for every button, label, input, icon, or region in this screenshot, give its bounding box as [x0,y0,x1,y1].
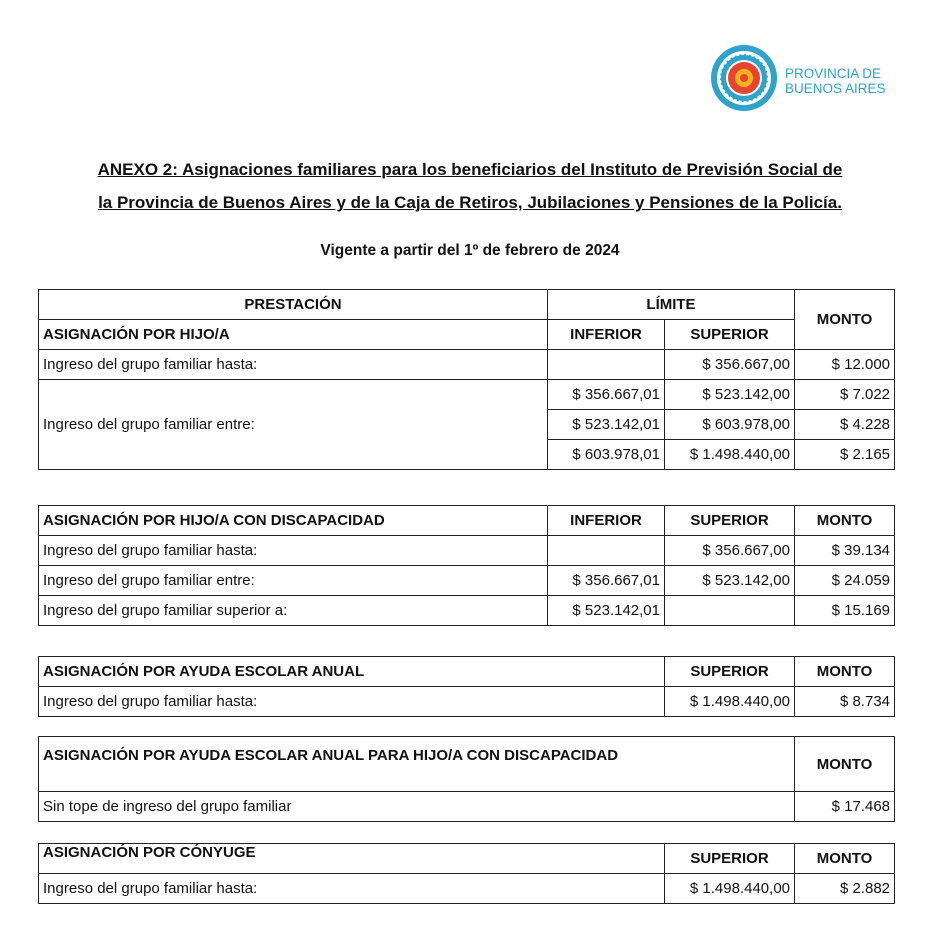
row-label: Ingreso del grupo familiar hasta: [39,874,665,904]
table-conyuge [38,843,895,904]
inferior-cell: $ 523.142,01 [548,410,665,440]
header-limite: LÍMITE [548,290,795,320]
header-superior: SUPERIOR [665,844,795,874]
section-title: ASIGNACIÓN POR HIJO/A [39,320,548,350]
sun-emblem-icon [710,40,780,116]
superior-cell: $ 603.978,00 [665,410,795,440]
header-monto: MONTO [795,657,895,687]
table-row [39,566,895,596]
superior-cell: $ 356.667,00 [665,350,795,380]
document-title-line-2: la Provincia de Buenos Aires y de la Caja de Retiros, Jubilaciones y Pensiones de la Policía. [98,193,842,212]
row-label: Ingreso del grupo familiar hasta: [39,536,548,566]
inferior-cell: $ 603.978,01 [548,440,665,470]
logo-line-1: PROVINCIA DE [785,66,882,81]
monto-cell: $ 24.059 [795,566,895,596]
inferior-cell [548,350,665,380]
row-label: Ingreso del grupo familiar entre: [39,380,548,470]
table-row [39,874,895,904]
logo-line-2: BUENOS AIRES [785,81,886,96]
monto-cell: $ 4.228 [795,410,895,440]
header-prestacion: PRESTACIÓN [39,290,548,320]
superior-cell [665,596,795,626]
inferior-cell [548,536,665,566]
document-title-line-1: ANEXO 2: Asignaciones familiares para los beneficiarios del Instituto de Previsión Social de [97,160,843,179]
superior-cell: $ 1.498.440,00 [665,687,795,717]
header-monto: MONTO [795,290,895,350]
document-subtitle: Vigente a partir del 1º de febrero de 2024 [320,242,620,259]
inferior-cell: $ 523.142,01 [548,596,665,626]
header-inferior: INFERIOR [548,506,665,536]
table-row [39,687,895,717]
header-monto: MONTO [795,737,895,792]
provincia-logo [710,40,890,116]
header-monto: MONTO [795,844,895,874]
section-title: ASIGNACIÓN POR AYUDA ESCOLAR ANUAL [39,657,665,687]
table-ayuda-escolar-discapacidad [38,736,895,822]
table-row [39,380,895,410]
monto-cell: $ 7.022 [795,380,895,410]
row-label: Ingreso del grupo familiar hasta: [39,687,665,717]
header-monto: MONTO [795,506,895,536]
section-title: ASIGNACIÓN POR HIJO/A CON DISCAPACIDAD [39,506,548,536]
monto-cell: $ 17.468 [795,792,895,822]
header-inferior: INFERIOR [548,320,665,350]
table-ayuda-escolar [38,656,895,717]
superior-cell: $ 1.498.440,00 [665,440,795,470]
monto-cell: $ 2.882 [795,874,895,904]
table-row [39,596,895,626]
row-label: Ingreso del grupo familiar hasta: [39,350,548,380]
row-label: Sin tope de ingreso del grupo familiar [39,792,795,822]
row-label: Ingreso del grupo familiar entre: [39,566,548,596]
section-title: ASIGNACIÓN POR CÓNYUGE [39,844,665,874]
inferior-cell: $ 356.667,01 [548,566,665,596]
monto-cell: $ 8.734 [795,687,895,717]
table-asignacion-hijo-discapacidad [38,505,895,626]
table-row [39,350,895,380]
header-superior: SUPERIOR [665,657,795,687]
monto-cell: $ 12.000 [795,350,895,380]
monto-cell: $ 2.165 [795,440,895,470]
superior-cell: $ 1.498.440,00 [665,874,795,904]
monto-cell: $ 39.134 [795,536,895,566]
superior-cell: $ 356.667,00 [665,536,795,566]
logo-text [785,66,886,96]
table-row [39,792,895,822]
row-label: Ingreso del grupo familiar superior a: [39,596,548,626]
inferior-cell: $ 356.667,01 [548,380,665,410]
superior-cell: $ 523.142,00 [665,380,795,410]
monto-cell: $ 15.169 [795,596,895,626]
header-superior: SUPERIOR [665,320,795,350]
section-title: ASIGNACIÓN POR AYUDA ESCOLAR ANUAL PARA HIJO/A CON DISCAPACIDAD [39,737,795,792]
table-row [39,536,895,566]
header-superior: SUPERIOR [665,506,795,536]
table-asignacion-hijo [38,289,895,470]
superior-cell: $ 523.142,00 [665,566,795,596]
